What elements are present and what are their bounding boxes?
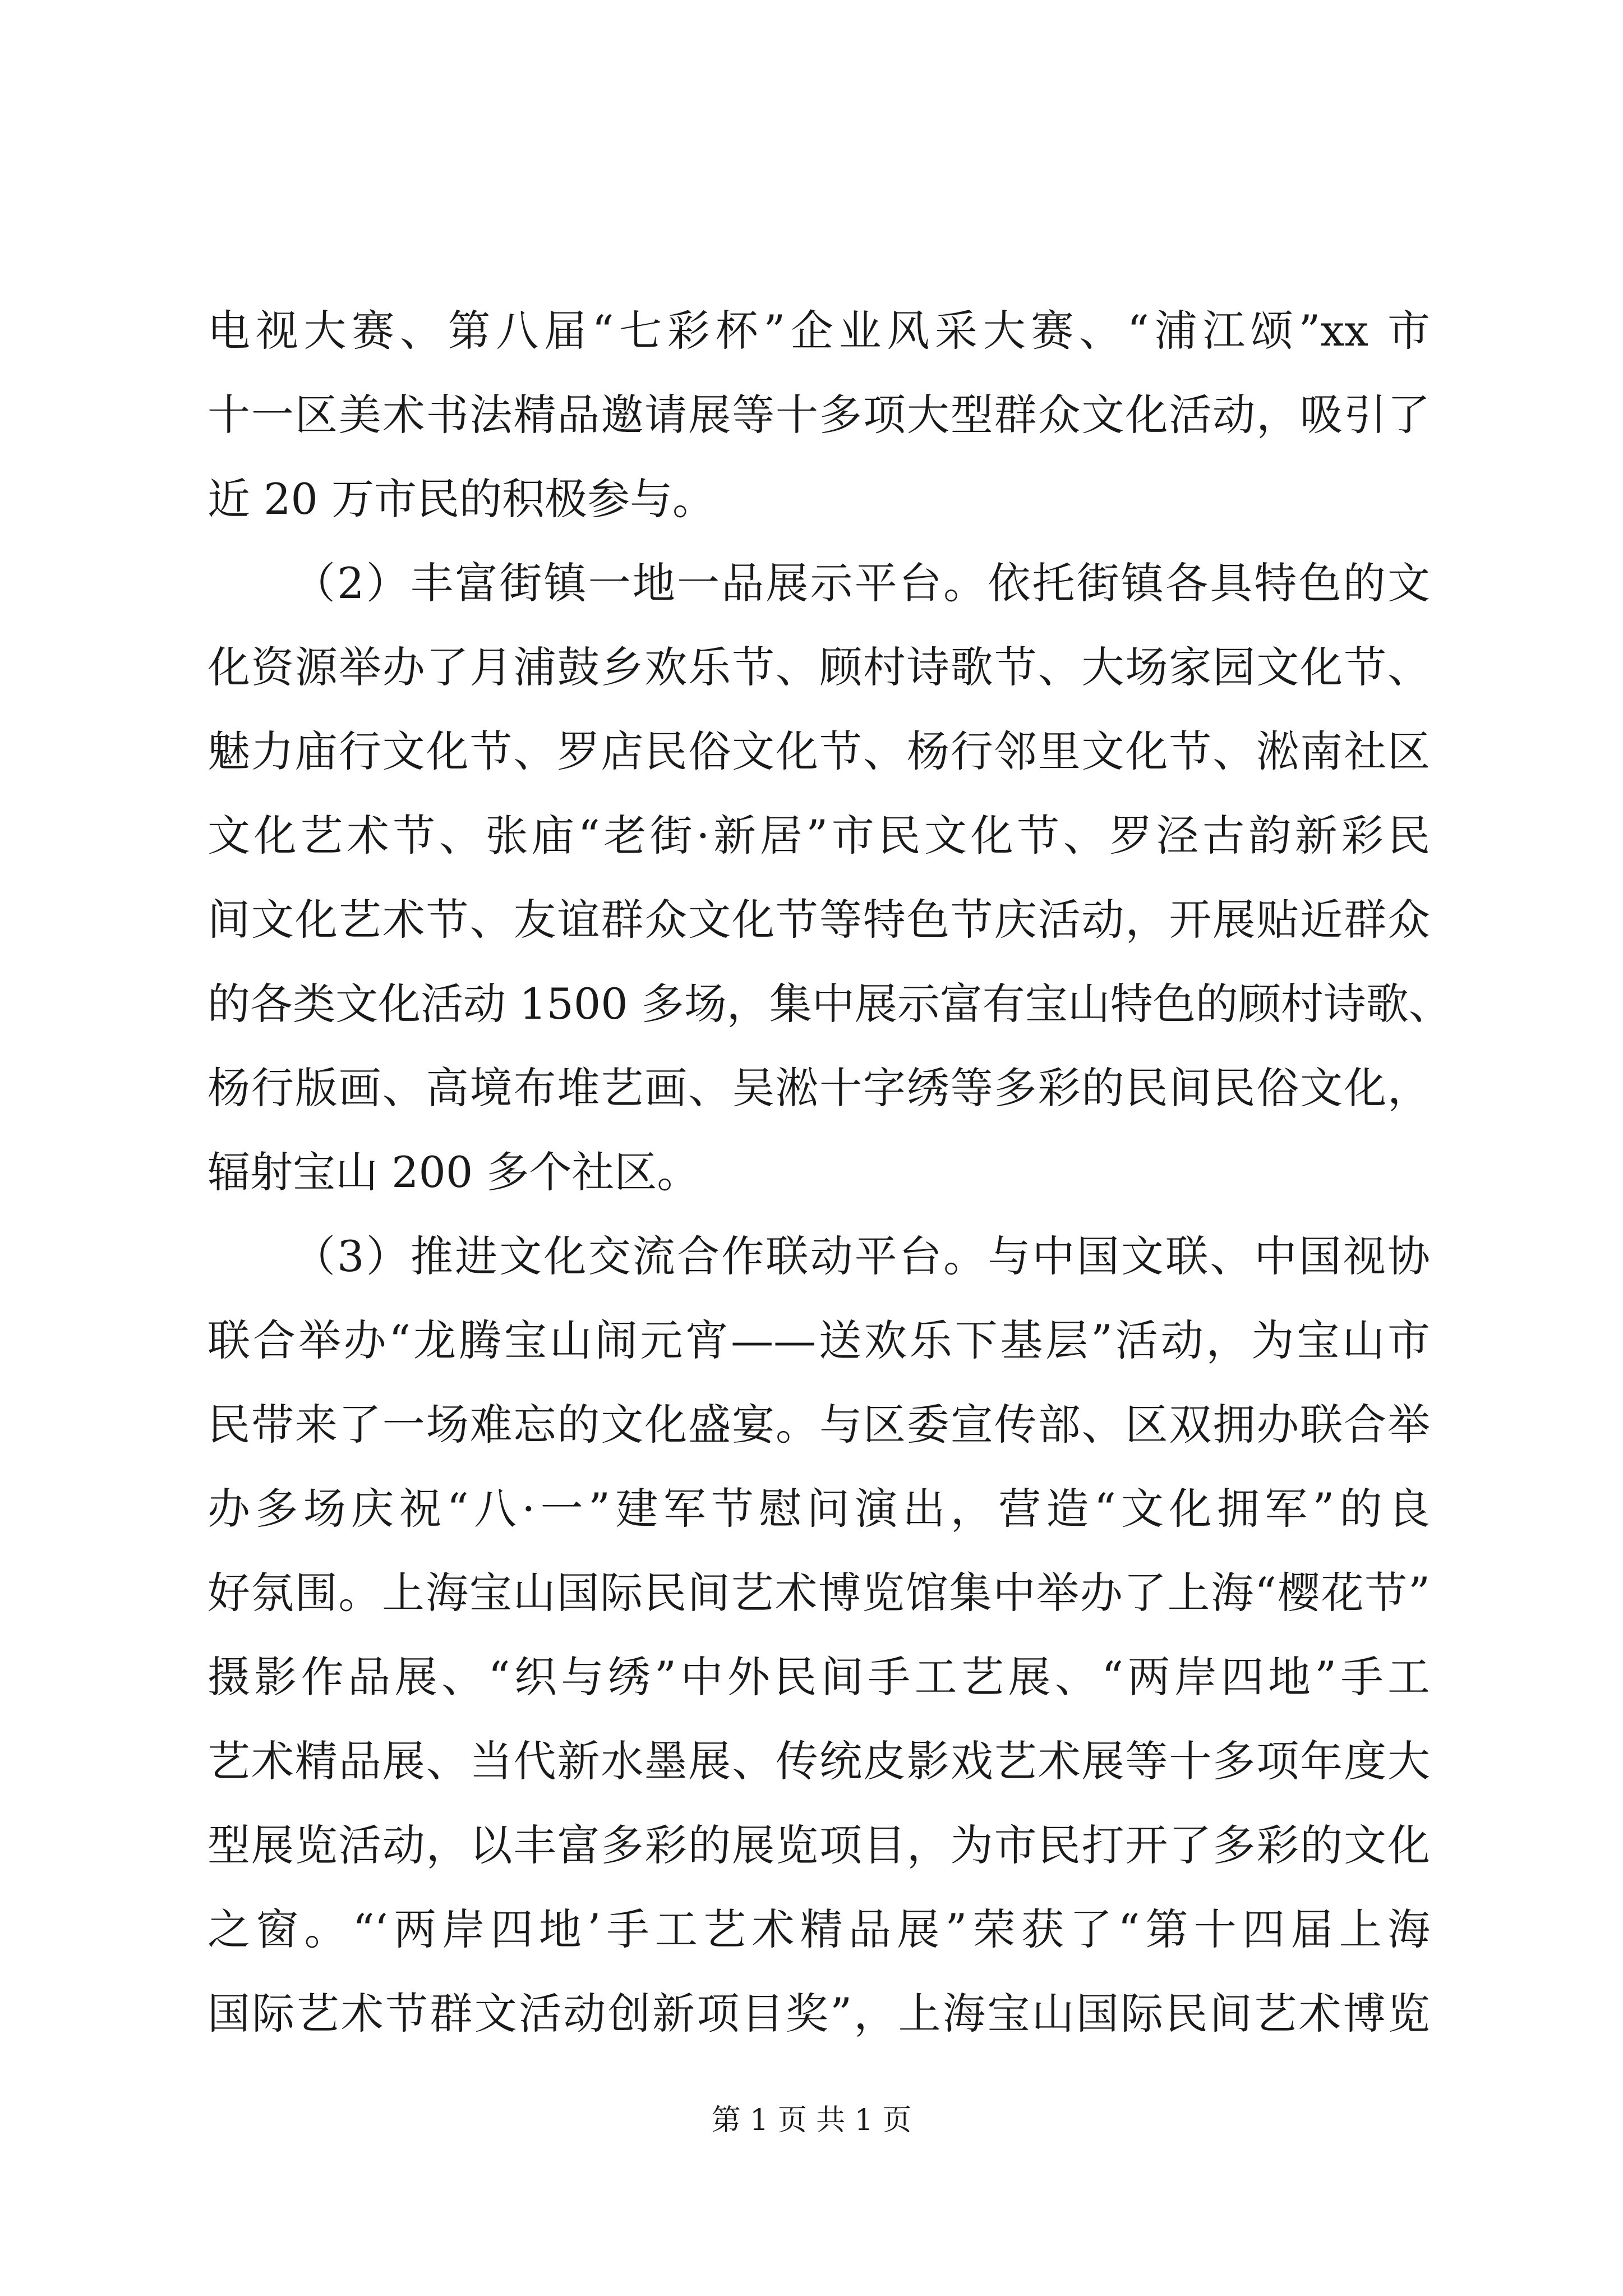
text-line: 国际艺术节群文活动创新项目奖”，上海宝山国际民间艺术博览: [208, 1989, 1430, 2039]
text-line: 艺术精品展、当代新水墨展、传统皮影戏艺术展等十多项年度大: [208, 1736, 1430, 1786]
text-line: 办多场庆祝“八·一”建军节慰问演出，营造“文化拥军”的良: [208, 1484, 1430, 1534]
text-line: 魅力庙行文化节、罗店民俗文化节、杨行邻里文化节、淞南社区: [208, 726, 1430, 776]
text-line: 化资源举办了月浦鼓乡欢乐节、顾村诗歌节、大场家园文化节、: [208, 642, 1430, 692]
text-line: 摄影作品展、“织与绣”中外民间手工艺展、“两岸四地”手工: [208, 1652, 1430, 1702]
text-line: 近 20 万市民的积极参与。: [208, 474, 716, 524]
text-line: 好氛围。上海宝山国际民间艺术博览馆集中举办了上海“樱花节”: [208, 1568, 1430, 1618]
text-line: 民带来了一场难忘的文化盛宴。与区委宣传部、区双拥办联合举: [208, 1400, 1430, 1450]
text-line: 杨行版画、高境布堆艺画、吴淞十字绣等多彩的民间民俗文化，: [208, 1063, 1430, 1113]
paragraph-start-line: （3）推进文化交流合作联动平台。与中国文联、中国视协: [293, 1231, 1430, 1281]
text-line: 型展览活动，以丰富多彩的展览项目，为市民打开了多彩的文化: [208, 1820, 1430, 1870]
text-line: 电视大赛、第八届“七彩杯”企业风采大赛、“浦江颂”xx 市: [208, 306, 1430, 356]
text-line: 辐射宝山 200 多个社区。: [208, 1147, 700, 1197]
text-line: 十一区美术书法精品邀请展等十多项大型群众文化活动，吸引了: [208, 390, 1430, 440]
text-line: 的各类文化活动 1500 多场，集中展示富有宝山特色的顾村诗歌、: [208, 979, 1451, 1029]
paragraph-start-line: （2）丰富街镇一地一品展示平台。依托街镇各具特色的文: [293, 558, 1430, 608]
text-line: 间文化艺术节、友谊群众文化节等特色节庆活动，开展贴近群众: [208, 895, 1430, 945]
text-line: 文化艺术节、张庙“老街·新居”市民文化节、罗泾古韵新彩民: [208, 811, 1430, 861]
text-line: 联合举办“龙腾宝山闹元宵——送欢乐下基层”活动，为宝山市: [208, 1315, 1430, 1365]
page-number-footer: 第 1 页 共 1 页: [711, 2104, 912, 2137]
text-line: 之窗。“‘两岸四地’手工艺术精品展”荣获了“第十四届上海: [208, 1904, 1430, 1954]
